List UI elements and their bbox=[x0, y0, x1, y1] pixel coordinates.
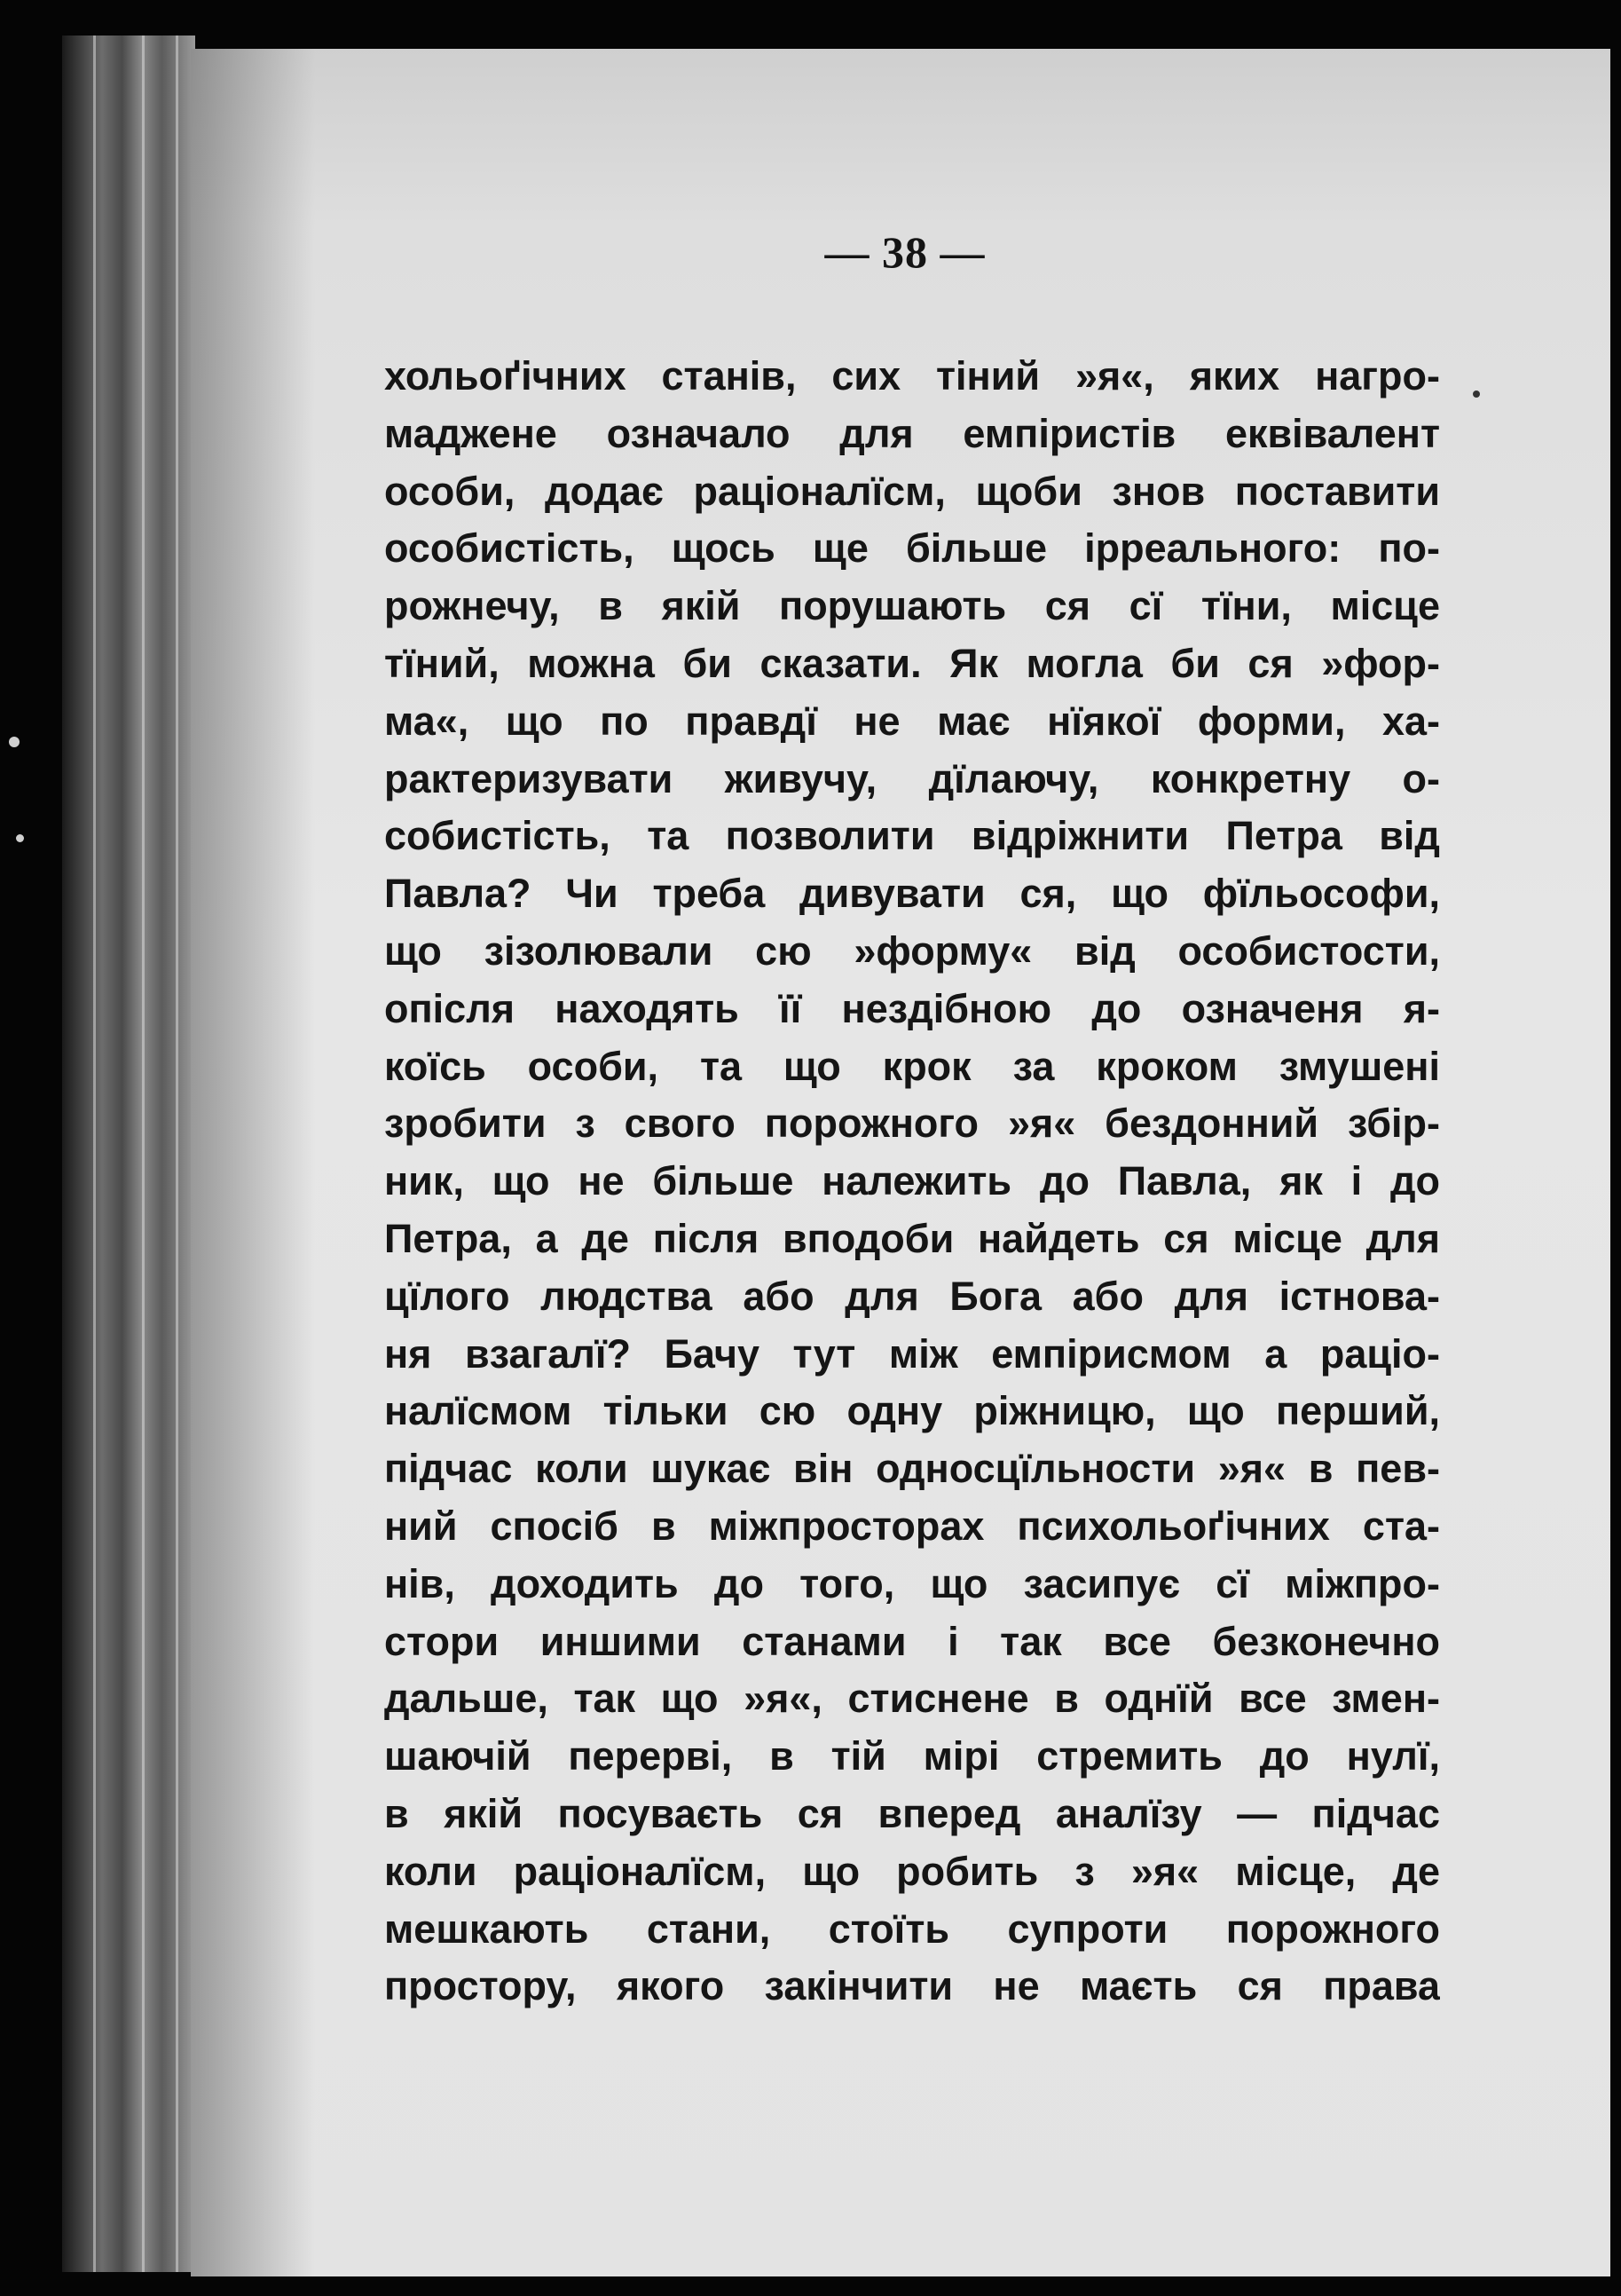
text-line: особи, додає раціоналїсм, щоби знов поставити bbox=[384, 468, 1440, 514]
cover-edge-line bbox=[142, 36, 145, 2272]
body-text bbox=[384, 348, 1440, 2016]
text-line: в якій посуваєть ся вперед аналїзу — підчас bbox=[384, 1790, 1440, 1836]
text-line: хольоґічних станів, сих тіний »я«, яких нагро- bbox=[384, 353, 1440, 398]
text-line: дальше, так що »я«, стиснене в однїй все змен- bbox=[384, 1676, 1440, 1722]
text-line: зробити з свого порожного »я« бездонний збір- bbox=[384, 1101, 1440, 1147]
cover-edge-line bbox=[93, 36, 96, 2272]
text-line: мешкають стани, стоїть супроти порожного bbox=[384, 1905, 1440, 1952]
text-line: стори иншими станами і так все безконечно bbox=[384, 1618, 1440, 1664]
dust-speck bbox=[1473, 391, 1480, 398]
text-line: коли раціоналїсм, що робить з »я« місце, де bbox=[384, 1848, 1440, 1894]
dust-speck bbox=[16, 834, 24, 842]
cover-edge-line bbox=[176, 36, 178, 2272]
text-line: особистість, щось ще більше ірреального: по- bbox=[384, 525, 1440, 572]
text-line: що зізолювали сю »форму« від особистости, bbox=[384, 927, 1440, 974]
text-line: собистість, та позволити відріжнити Петра від bbox=[384, 813, 1440, 859]
dust-speck bbox=[9, 737, 20, 747]
text-line: ний спосіб в міжпросторах психольоґічних ста- bbox=[384, 1503, 1440, 1549]
text-line: цїлого людства або для Бога або для істнова- bbox=[384, 1273, 1440, 1319]
text-line: нів, доходить до того, що засипує сї міжпро- bbox=[384, 1560, 1440, 1606]
text-line: коїсь особи, та що крок за кроком змушені bbox=[384, 1043, 1440, 1089]
text-line: шаючій перерві, в тій мірі стремить до нулї, bbox=[384, 1733, 1440, 1779]
page-gutter-shadow bbox=[191, 49, 315, 2276]
text-line: ник, що не більше належить до Павла, як і до bbox=[384, 1158, 1440, 1204]
text-line: опісля находять її нездібною до означеня я- bbox=[384, 985, 1440, 1031]
text-line: рожнечу, в якій порушають ся сї тїни, місце bbox=[384, 583, 1440, 629]
text-line: тїний, можна би сказати. Як могла би ся »фор- bbox=[384, 640, 1440, 686]
text-line: маджене означало для емпіристів еквівалент bbox=[384, 410, 1440, 456]
text-line: рактеризувати живучу, дїлаючу, конкретну о- bbox=[384, 755, 1440, 801]
text-line: Павла? Чи треба дивувати ся, що фїльософи, bbox=[384, 871, 1440, 917]
text-line: Петра, а де після вподоби найдеть ся місце для bbox=[384, 1215, 1440, 1261]
text-line: ма«, що по правдї не має нїякої форми, ха- bbox=[384, 698, 1440, 744]
text-line: простору, якого закінчити не маєть ся права bbox=[384, 1963, 1440, 2009]
page-number: — 38 — bbox=[824, 227, 986, 277]
text-line: налїсмом тільки сю одну ріжницю, що перший, bbox=[384, 1388, 1440, 1434]
text-line: підчас коли шукає він односцїльности »я« в пев- bbox=[384, 1446, 1440, 1492]
text-line: ня взагалї? Бачу тут між емпірисмом а раціо- bbox=[384, 1330, 1440, 1377]
